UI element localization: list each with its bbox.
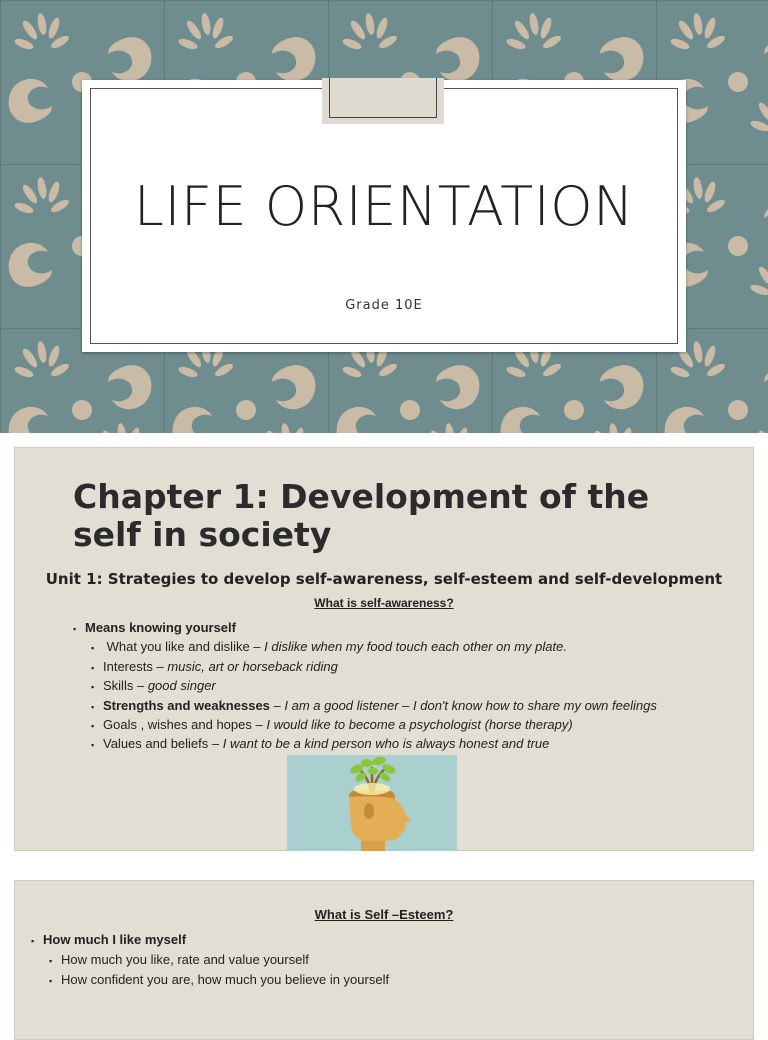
- bullet-icon: ▪: [73, 624, 77, 634]
- title-card-tab: [322, 78, 444, 124]
- bullet-icon: ▪: [91, 662, 95, 673]
- list-item: ▪ How confident you are, how much you believe in yourself: [31, 970, 389, 990]
- bullet-list: [31, 930, 389, 990]
- item-label: Skills: [103, 678, 134, 694]
- list-item: ▪ Values and beliefs – I want to be a kind person who is always honest and true: [73, 734, 657, 753]
- chapter-title: Chapter 1: Development of the self in society: [73, 477, 650, 554]
- item-label: Goals , wishes and hopes: [103, 716, 252, 732]
- bullet-icon: ▪: [91, 720, 95, 731]
- item-label: Values and beliefs: [103, 736, 209, 752]
- item-label: Interests: [103, 658, 153, 674]
- item-example: music, art or horseback riding: [167, 658, 338, 674]
- title-slide: [0, 0, 768, 433]
- item-label: Strengths and weaknesses: [103, 697, 270, 713]
- bullet-icon: ▪: [49, 976, 53, 986]
- item-example: I would like to become a psychologist (horse therapy): [266, 716, 573, 732]
- bullet-icon: ▪: [91, 740, 95, 751]
- list-item: ▪ How much I like myself: [31, 930, 389, 950]
- item-example: I want to be a kind person who is always honest and true: [222, 736, 550, 752]
- list-item: ▪ Strengths and weaknesses – I am a good listener – I don't know how to share my own feelings: [73, 696, 657, 715]
- list-item: ▪ How much you like, rate and value yourself: [31, 950, 389, 970]
- chapter-slide: [14, 447, 754, 851]
- page-title: LIFE ORIENTATION: [133, 175, 635, 238]
- list-item: ▪ Skills – good singer: [73, 676, 657, 695]
- bullet-list: [73, 618, 657, 754]
- self-esteem-slide: [14, 880, 754, 1040]
- item-example: I am a good listener – I don't know how to share my own feelings: [284, 697, 657, 713]
- bullet-icon: ▪: [49, 956, 53, 966]
- item-label: What you like and dislike: [103, 639, 250, 655]
- unit-title: Unit 1: Strategies to develop self-awareness, self-esteem and self-development: [45, 570, 723, 588]
- list-item: ▪ What you like and dislike – I dislike when my food touch each other on my plate.: [73, 637, 657, 656]
- bullet-icon: ▪: [91, 701, 95, 712]
- list-item: ▪ Interests – music, art or horseback riding: [73, 657, 657, 676]
- list-item: ▪ Means knowing yourself: [73, 618, 657, 637]
- section-question: What is self-awareness?: [314, 596, 454, 610]
- head-with-tree-icon: [287, 755, 457, 851]
- page-subtitle: Grade 10E: [345, 298, 423, 313]
- title-card: [82, 80, 686, 352]
- bullet-icon: ▪: [91, 643, 95, 654]
- list-item: ▪ Goals , wishes and hopes – I would like to become a psychologist (horse therapy): [73, 715, 657, 734]
- bullet-icon: ▪: [91, 682, 95, 693]
- section-question: What is Self –Esteem?: [314, 907, 454, 922]
- item-example: good singer: [147, 678, 216, 694]
- item-example: I dislike when my food touch each other on my plate.: [264, 639, 567, 655]
- bullet-icon: ▪: [31, 936, 35, 946]
